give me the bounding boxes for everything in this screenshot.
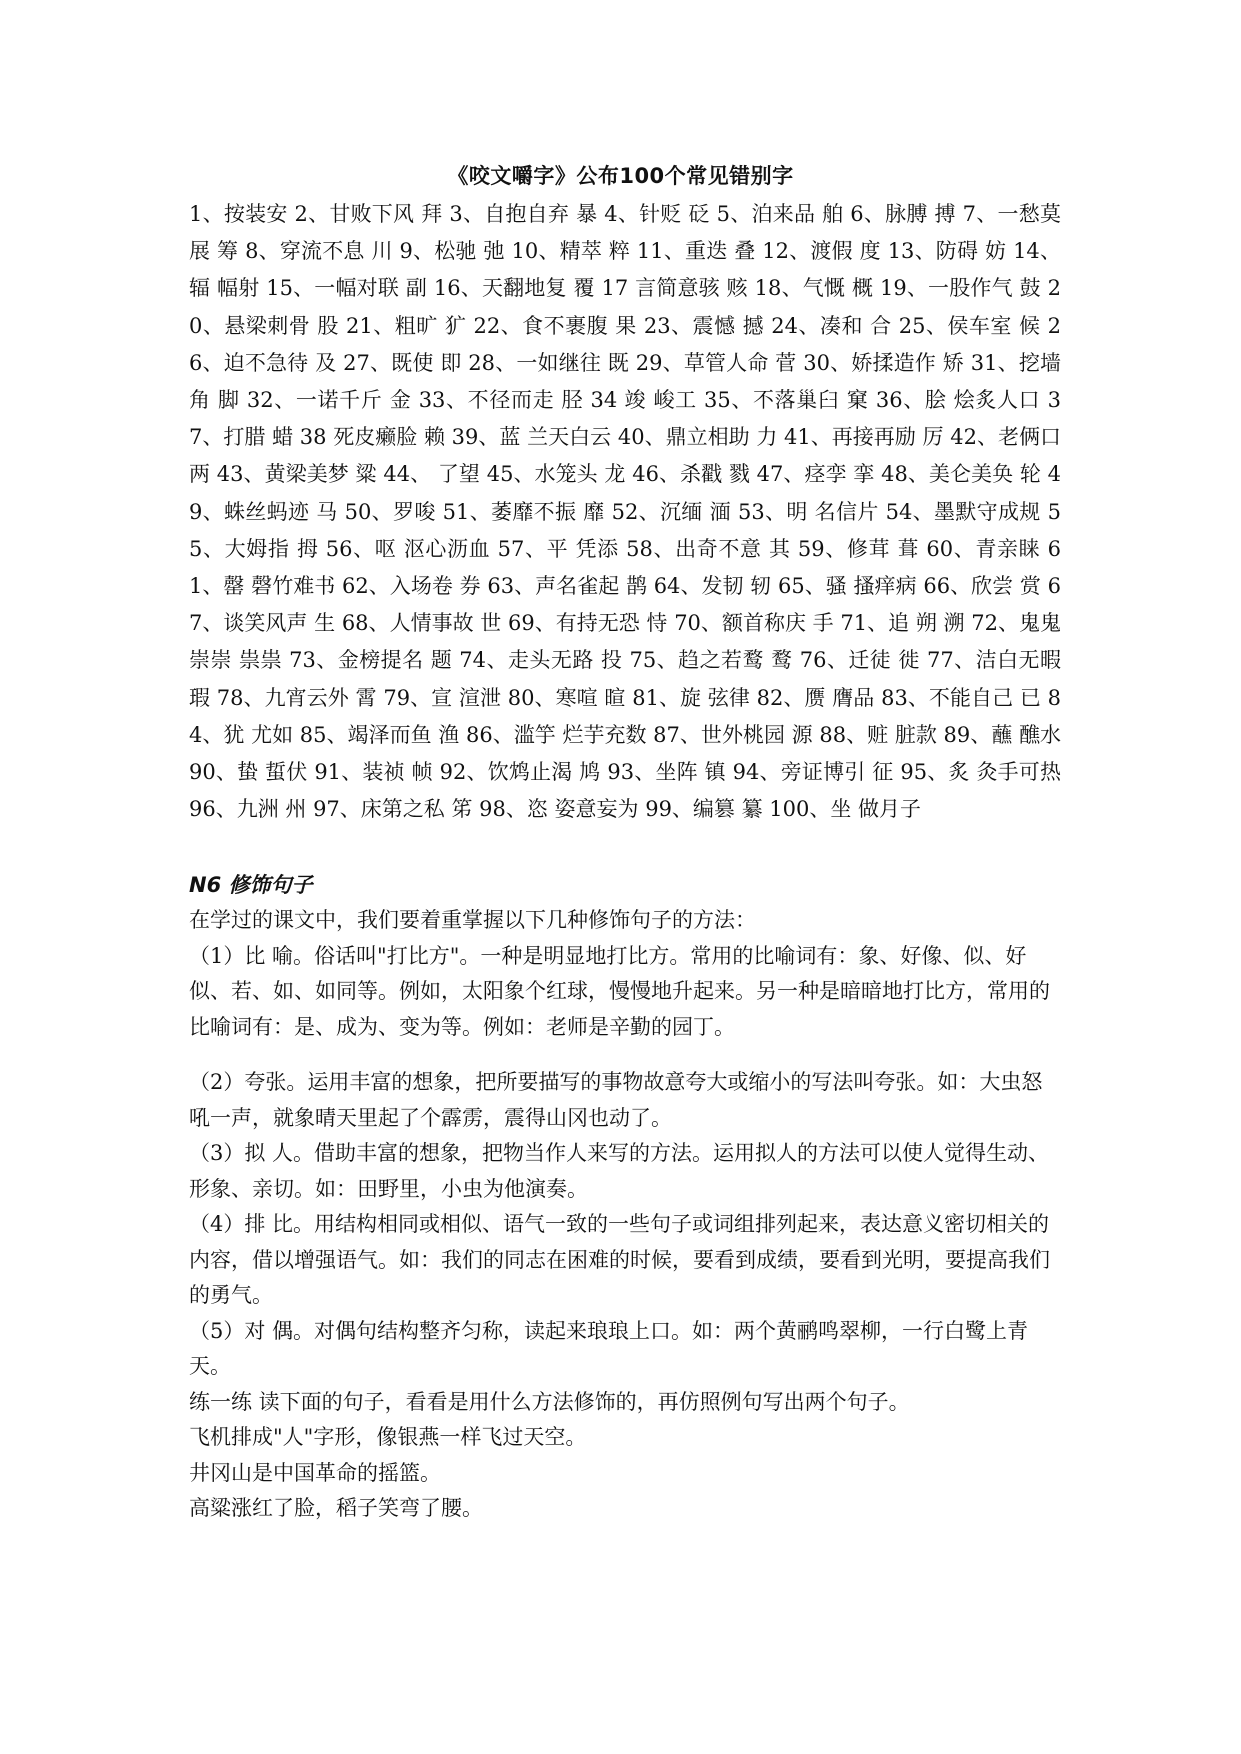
error-word-list: 1、按装安 2、甘败下风 拜 3、自抱自弃 暴 4、针贬 砭 5、泊来品 舶 6、脉膊 搏 7、一愁莫展 筹 8、穿流不息 川 9、松驰 弛 10、精萃 粹 11、重迭 叠 12、渡假 度 13、防碍 妨 14、辐 幅射 15、一幅对联 副 16、天翻地复 覆 17 言简意骇 赅 18、气慨 概 19、一股作气 鼓 20、悬梁刺骨 股 21、粗旷 犷 22、食不裹腹 果 23、震憾 撼 24、凑和 合 25、侯车室 候 26、迫不急待 及 27、既使 即 28、一如继往 既 29、草管人命 菅 30、娇揉造作 矫 31、挖墙角 脚 32、一诺千斤 金 33、不径而走 胫 34 竣 峻工 35、不落巢臼 窠 36、脍 烩炙人口 37、打腊 蜡 38 死皮癞脸 赖 39、蓝 兰天白云 40、鼎立相助 力 41、再接再励 厉 42、老俩口 两 43、黄梁美梦 粱 44、 了望 45、水笼头 龙 46、杀戳 戮 47、痉孪 挛 48、美仑美奂 轮 49、蛛丝蚂迹 马 50、罗唆 51、萎靡不振 靡 52、沉缅 湎 53、明 名信片 54、墨默守成规 55、大姆指 拇 56、呕 沤心沥血 57、平 凭添 58、出奇不意 其 59、修茸 葺 60、青亲睐 61、罄 磬竹难书 62、入场卷 券 63、声名雀起 鹊 64、发韧 轫 65、骚 搔痒病 66、欣尝 赏 67、谈笑风声 生 68、人情事故 世 69、有持无恐 恃 70、额首称庆 手 71、追 朔 溯 72、鬼鬼崇崇 祟祟 73、金榜提名 题 74、走头无路 投 75、趋之若鹜 鹜 76、迁徒 徙 77、洁白无暇 瑕 78、九宵云外 霄 79、宣 渲泄 80、寒喧 暄 81、旋 弦律 82、赝 膺品 83、不能自己 已 84、犹 尤如 85、竭泽而鱼 渔 86、滥竽 烂芋充数 87、世外桃园 源 88、赃 脏款 89、蘸 醮水 90、蛰 蜇伏 91、装祯 帧 92、饮鸩止渴 鸠 93、坐阵 镇 94、旁证博引 征 95、炙 灸手可热 96、九洲 州 97、床第之私 笫 98、恣 姿意妄为 99、编篡 纂 100、坐 做月子	[189, 202, 1061, 822]
exercise-instruction: 练一练 读下面的句子，看看是用什么方法修饰的，再仿照例句写出两个句子。	[189, 1389, 910, 1414]
section-heading: N6 修饰句子	[189, 873, 313, 897]
exercise-sentence: 井冈山是中国革命的摇篮。	[189, 1460, 441, 1485]
personification-paragraph: （3）拟 人。借助丰富的想象，把物当作人来写的方法。运用拟人的方法可以使人觉得生动、形象、亲切。如：田野里，小虫为他演奏。	[189, 1141, 1050, 1201]
antithesis-paragraph: （5）对 偶。对偶句结构整齐匀称，读起来琅琅上口。如：两个黄鹂鸣翠柳，一行白鹭上青天。	[189, 1318, 1029, 1378]
document-title: 《咬文嚼字》公布100个常见错别字	[447, 164, 794, 188]
exercise-sentence: 高粱涨红了脸，稻子笑弯了腰。	[189, 1496, 483, 1520]
metaphor-paragraph: （1）比 喻。俗话叫"打比方"。一种是明显地打比方。常用的比喻词有：象、好像、似、好似、若、如、如同等。例如，太阳象个红球，慢慢地升起来。另一种是暗暗地打比方，常用的比喻词有：是、成为、变为等。例如：老师是辛勤的园丁。	[189, 943, 1050, 1039]
parallelism-paragraph: （4）排 比。用结构相同或相似、语气一致的一些句子或词组排列起来，表达意义密切相关的内容，借以增强语气。如：我们的同志在困难的时候，要看到成绩，要看到光明，要提高我们的勇气。	[189, 1212, 1050, 1307]
exercise-sentence: 飞机排成"人"字形，像银燕一样飞过天空。	[189, 1425, 587, 1449]
intro-paragraph: 在学过的课文中，我们要着重掌握以下几种修饰句子的方法：	[189, 908, 756, 932]
section-body	[189, 903, 1061, 1527]
hyperbole-paragraph: （2）夸张。运用丰富的想象，把所要描写的事物故意夸大或缩小的写法叫夸张。如：大虫怒吼一声，就象晴天里起了个霹雳，震得山冈也动了。	[189, 1070, 1043, 1130]
